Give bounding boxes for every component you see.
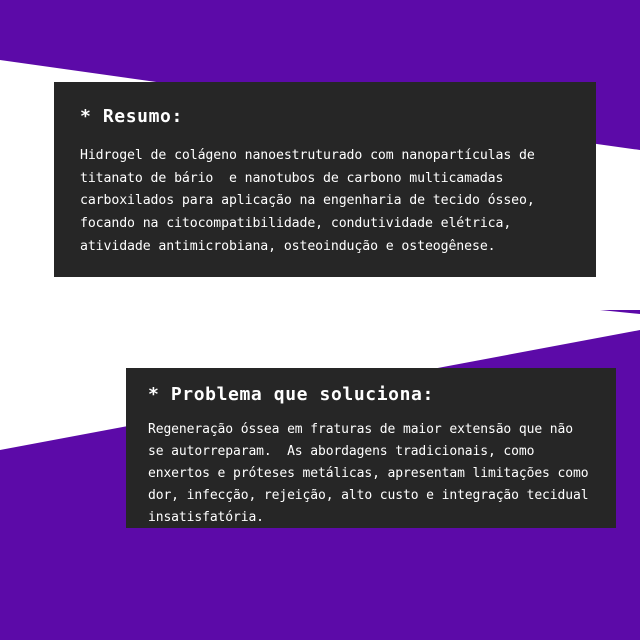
card-resumo-body: Hidrogel de colágeno nanoestruturado com nanopartículas de titanato de bário e nanotubos de carbono multicamadas carboxilados para aplicação na engenharia de tecido ósseo, focando na citocompatibilidade, condutividade elétrica, atividade antimicrobiana, osteoindução e osteogênese. [80,148,543,254]
card-problema [126,368,616,528]
card-problema-body: Regeneração óssea em fraturas de maior extensão que não se autorreparam. As abordagens tradicionais, como enxertos e próteses metálicas, apresentam limitações como dor, infecção, rejeição, alto custo e integração tecidual insatisfatória. [148,422,597,526]
card-problema-title: * Problema que soluciona: [148,384,434,405]
card-resumo-title: * Resumo: [80,106,183,127]
card-resumo [54,82,596,277]
